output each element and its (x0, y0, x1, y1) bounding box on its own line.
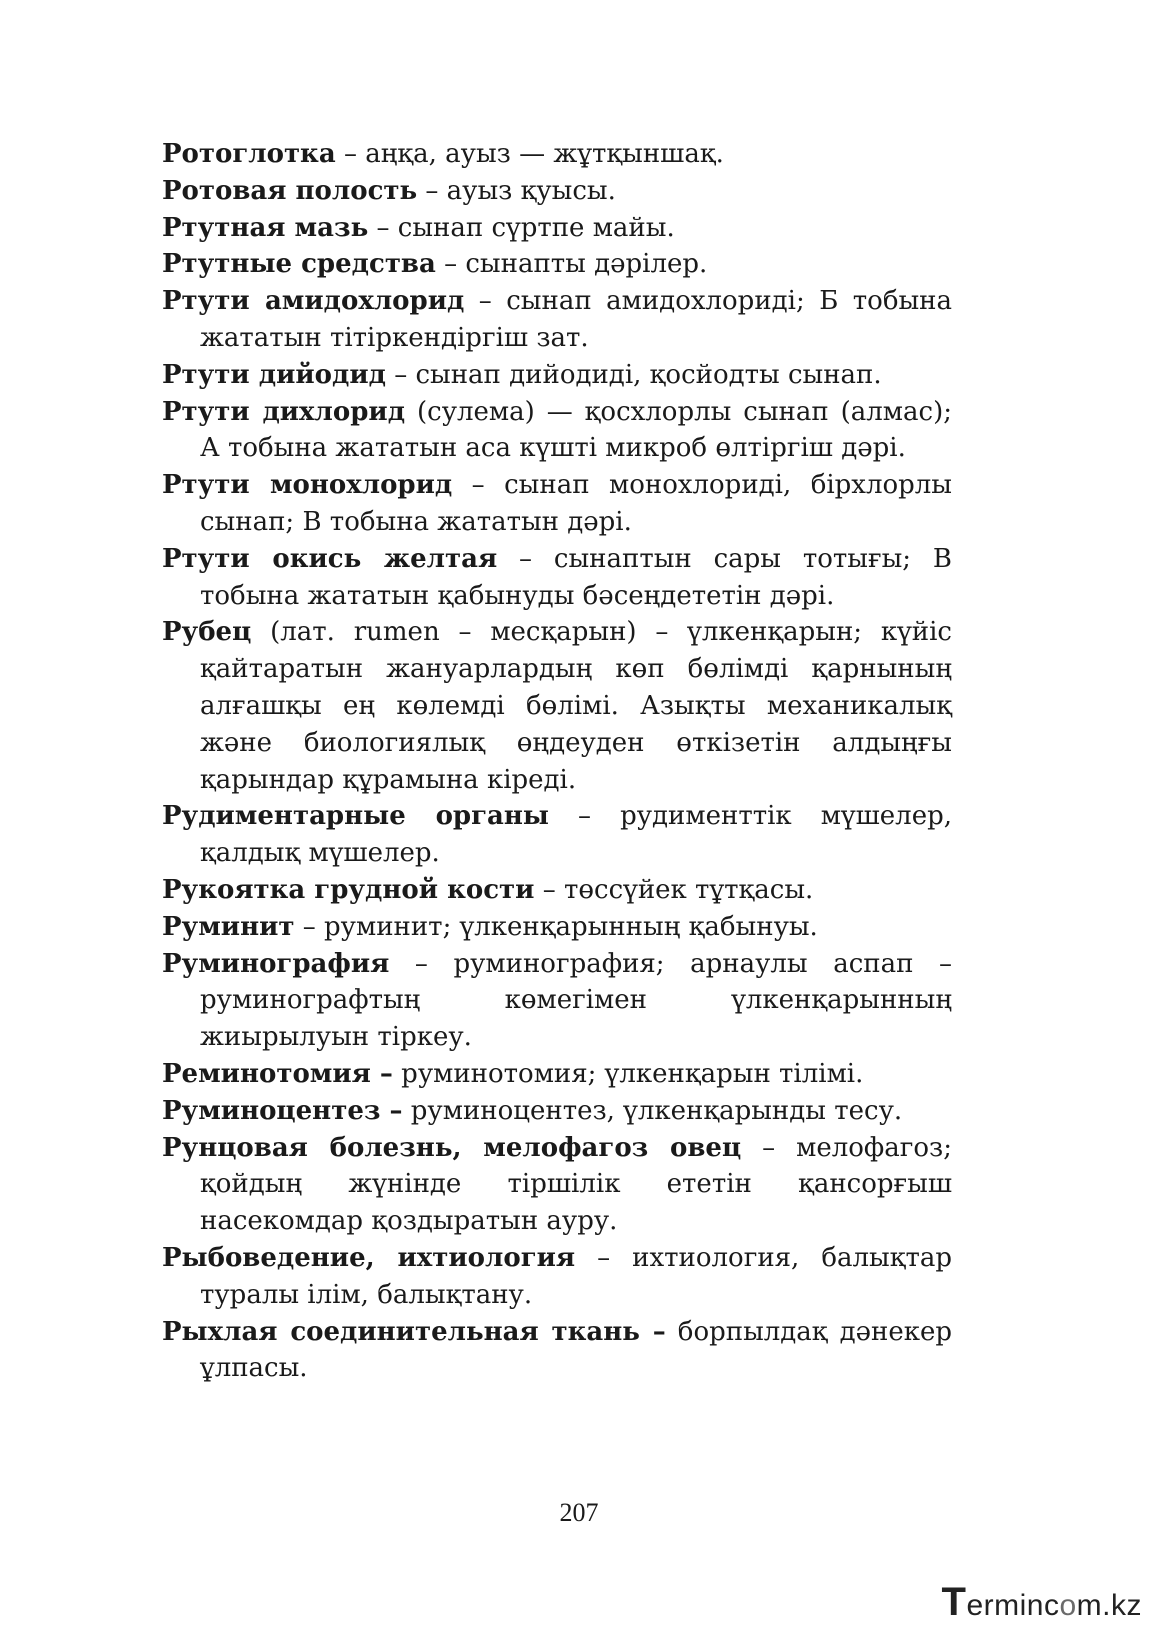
dictionary-entry (162, 614, 952, 798)
dictionary-entry (162, 467, 952, 541)
entry-term: Рыхлая соединительная ткань – (162, 1316, 666, 1347)
entry-term: Реминотомия – (162, 1058, 393, 1089)
entry-definition: – руминография; арнаулы аспап – руминографтың көмегімен үлкенқарынның жиырылуын тіркеу. (200, 948, 952, 1053)
magnifier-icon: o (1059, 1589, 1077, 1622)
dictionary-entry (162, 357, 952, 394)
entry-definition: руминотомия; үлкенқарын тілімі. (392, 1058, 864, 1089)
termincom-logo[interactable] (942, 1580, 1142, 1625)
dictionary-entry (162, 1093, 952, 1130)
dictionary-entry (162, 173, 952, 210)
entry-definition: – сынап дийодиді, қосйодты сынап. (385, 359, 882, 390)
entry-definition: (сулема) — қосхлорлы сынап (алмас); А тобына жататын аса күшті микроб өлтіргіш дәрі. (200, 396, 952, 464)
entry-term: Рубец (162, 617, 252, 648)
dictionary-entry (162, 541, 952, 615)
dictionary-entry (162, 136, 952, 173)
logo-text-start: erminc (966, 1589, 1060, 1622)
entry-term: Ртутная мазь (162, 212, 369, 243)
logo-text-end: m.kz (1076, 1589, 1142, 1622)
dictionary-entry (162, 1314, 952, 1388)
entry-term: Ртути дийодид (162, 359, 386, 390)
entry-definition: – ихтиология, балықтар туралы ілім, балықтану. (200, 1242, 952, 1310)
entry-definition: – мелофагоз; қойдың жүнінде тіршілік ететін қансорғыш насекомдар қоздыратын ауру. (200, 1132, 952, 1237)
dictionary-entry (162, 1056, 952, 1093)
entry-definition: – руминит; үлкенқарынның қабынуы. (294, 911, 818, 942)
entry-definition: – аңқа, ауыз — жұтқыншақ. (335, 139, 724, 169)
entry-term: Руминография (162, 948, 390, 979)
entry-definition: руминоцентез, үлкенқарынды тесу. (402, 1095, 903, 1126)
dictionary-entry (162, 394, 952, 468)
entry-term: Ртути амидохлорид (162, 286, 465, 317)
dictionary-entry (162, 1240, 952, 1314)
entry-term: Рудиментарные органы (162, 801, 549, 832)
entry-term: Ртути дихлорид (162, 396, 406, 427)
entry-term: Ротоглотка (162, 139, 336, 169)
entry-term: Ртути монохлорид (162, 470, 453, 501)
entry-term: Руминит (162, 911, 295, 942)
dictionary-entry (162, 909, 952, 946)
logo-initial: T (941, 1580, 967, 1624)
dictionary-entry (162, 210, 952, 247)
entry-definition: – ауыз қуысы. (417, 175, 616, 206)
entry-definition: (лат. rumen – месқарын) – үлкенқарын; күйіс қайтаратын жануарлардың көп бөлімді қарнының алғашқы ең көлемді бөлімі. Азықты механикалық және биологиялық өңдеуден өткізетін алдыңғы қарындар құрамына кіреді. (200, 617, 952, 795)
entry-definition: – сынап амидохлориді; Б тобына жататын тітіркендіргіш зат. (200, 286, 952, 353)
page-number: 207 (559, 1498, 599, 1527)
entry-term: Ртути окись желтая (162, 543, 498, 574)
entry-term: Ртутные средства (162, 249, 436, 280)
entry-definition: борпылдақ дәнекер ұлпасы. (200, 1316, 952, 1384)
entry-term: Рыбоведение, ихтиология (162, 1242, 576, 1273)
entry-term: Рукоятка грудной кости (162, 874, 535, 905)
entry-definition: – сынапты дәрілер. (435, 249, 708, 280)
dictionary-entry (162, 283, 952, 357)
dictionary-entry (162, 872, 952, 909)
dictionary-entry (162, 246, 952, 283)
entry-definition: – сынап сүртпе майы. (368, 212, 675, 243)
entry-term: Ротовая полость (162, 175, 418, 206)
dictionary-entry (162, 1130, 952, 1240)
dictionary-entries (162, 136, 952, 1387)
dictionary-entry (162, 946, 952, 1056)
dictionary-entry (162, 798, 952, 872)
entry-term: Руминоцентез – (162, 1095, 403, 1126)
entry-definition: – сынап монохлориді, бірхлорлы сынап; В тобына жататын дәрі. (200, 470, 952, 537)
entry-term: Рунцовая болезнь, мелофагоз овец (162, 1132, 742, 1163)
entry-definition: – төссүйек тұтқасы. (534, 874, 814, 905)
entry-definition: – сынаптын сары тотығы; В тобына жататын қабынуды бәсеңдететін дәрі. (200, 543, 953, 611)
entry-definition: – рудименттік мүшелер, қалдық мүшелер. (200, 801, 952, 869)
